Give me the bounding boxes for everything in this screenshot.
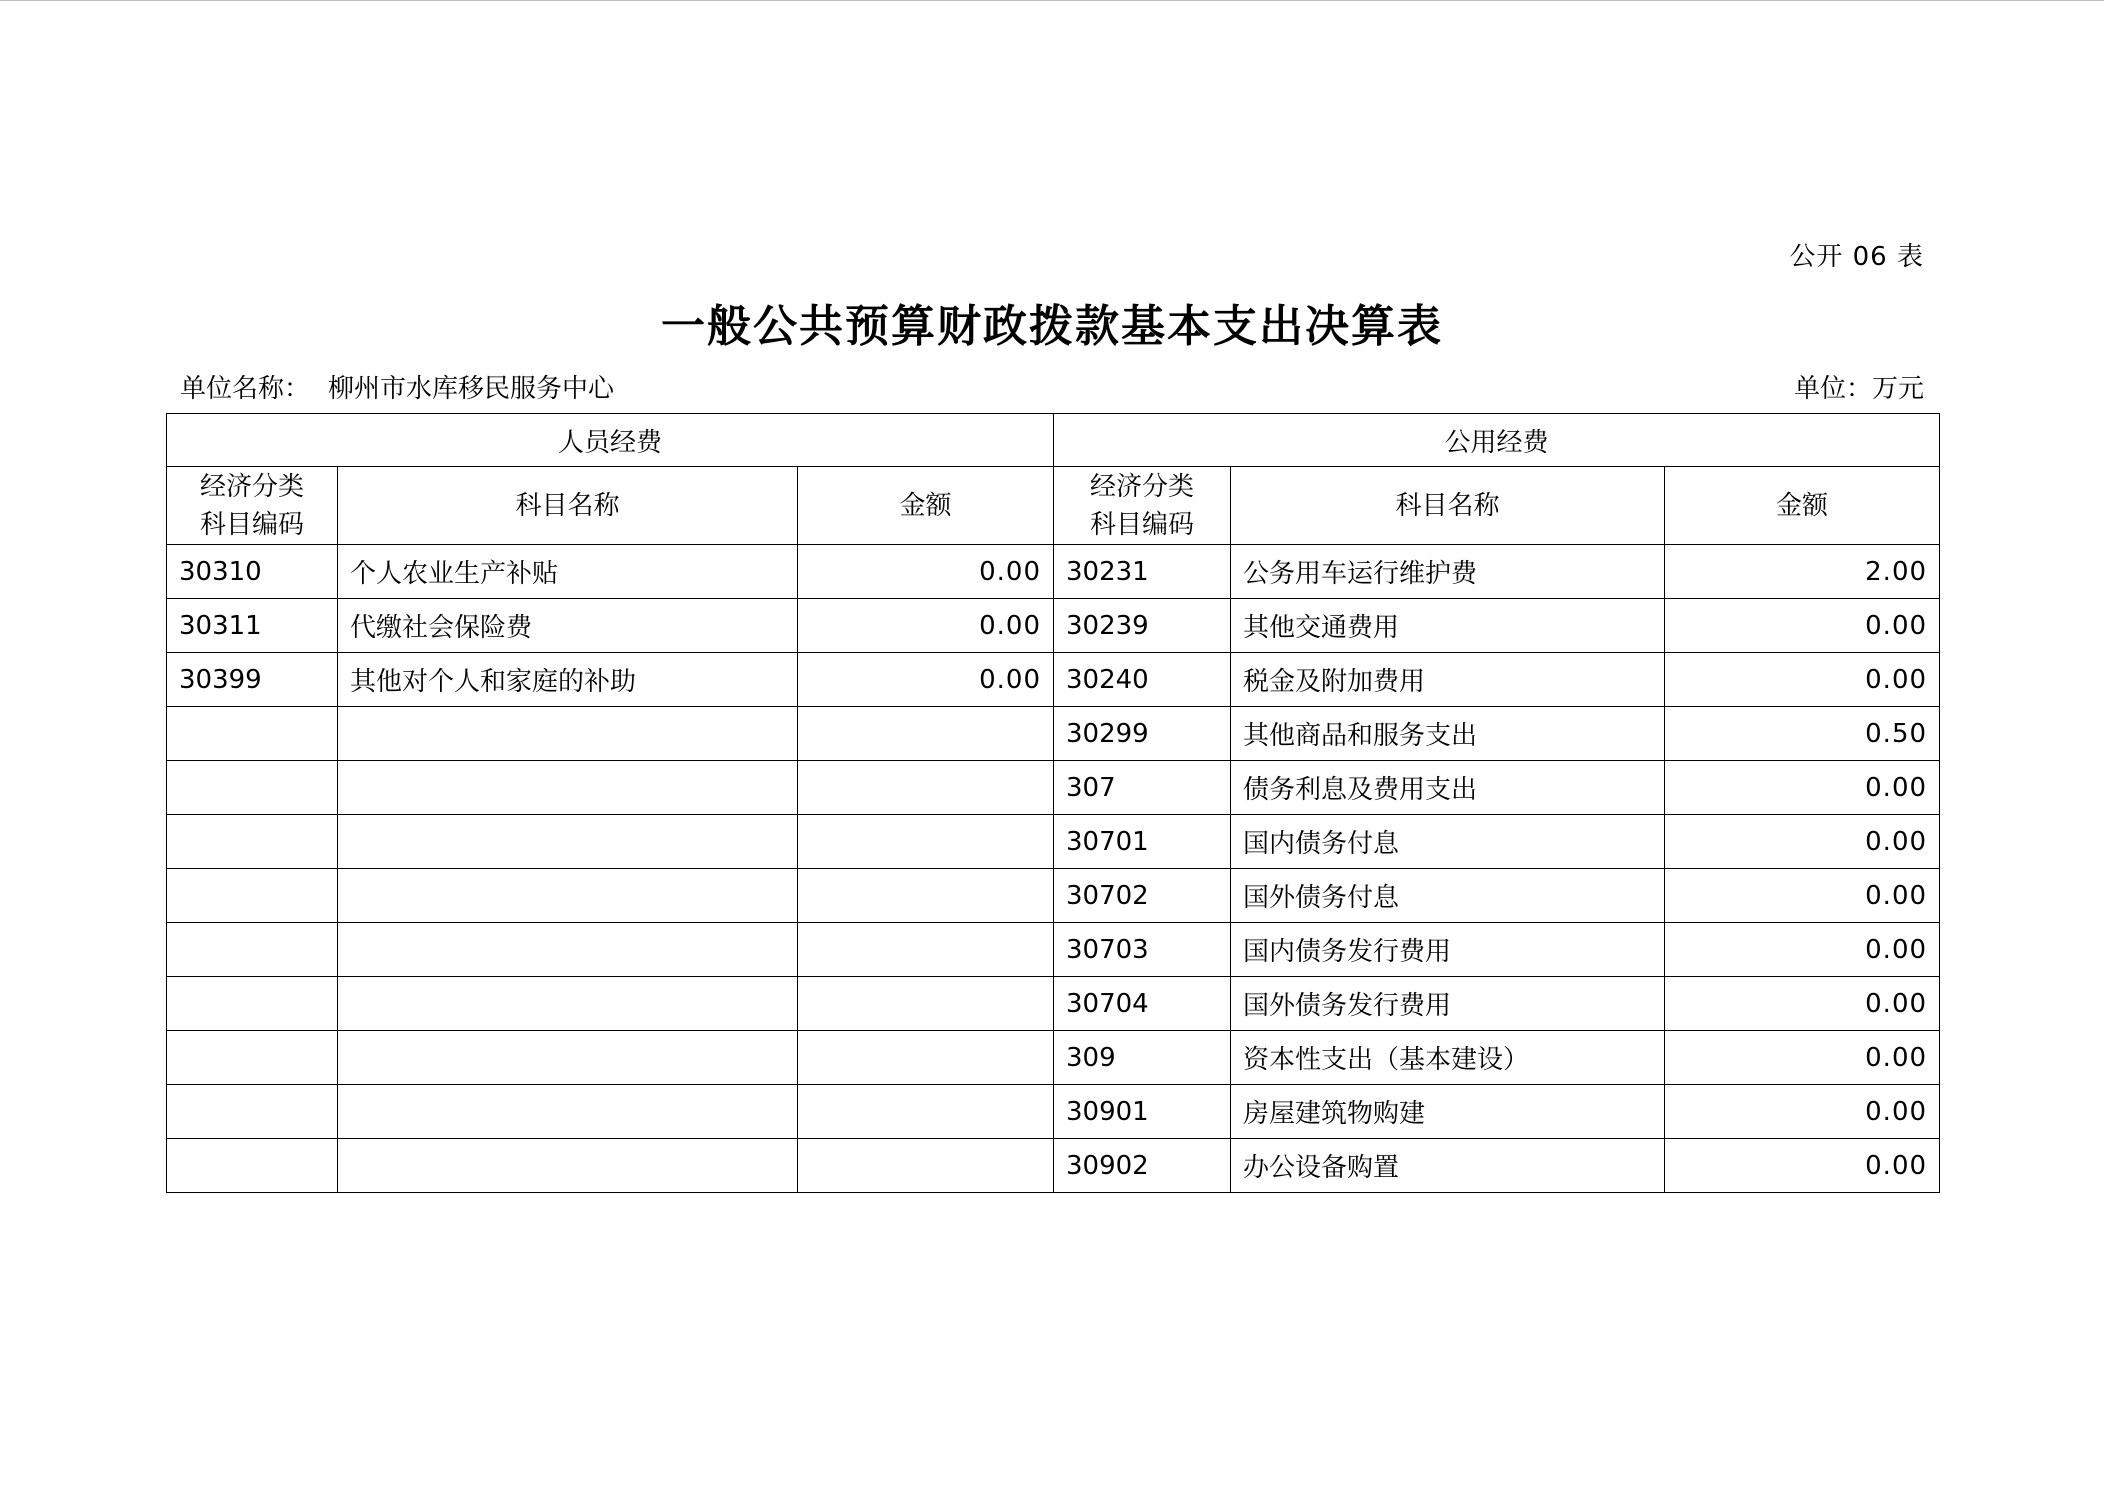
unit-name-block — [180, 368, 614, 405]
table-row — [167, 1085, 1940, 1139]
public-name-cell: 其他交通费用 — [1231, 599, 1665, 653]
table-row — [167, 815, 1940, 869]
table-row — [167, 545, 1940, 599]
personnel-code-cell — [167, 977, 338, 1031]
public-name-cell: 房屋建筑物购建 — [1231, 1085, 1665, 1139]
personnel-name-cell — [338, 815, 798, 869]
personnel-amount-cell — [798, 1139, 1054, 1193]
public-amount-cell: 0.50 — [1665, 707, 1940, 761]
public-name-cell: 公务用车运行维护费 — [1231, 545, 1665, 599]
public-amount-cell: 0.00 — [1665, 815, 1940, 869]
col-header-code-personnel — [167, 467, 338, 545]
table-row — [167, 599, 1940, 653]
table-row — [167, 761, 1940, 815]
public-code-cell: 307 — [1054, 761, 1231, 815]
personnel-name-cell — [338, 869, 798, 923]
public-name-cell: 资本性支出（基本建设） — [1231, 1031, 1665, 1085]
personnel-name-cell: 其他对个人和家庭的补助 — [338, 653, 798, 707]
personnel-code-cell — [167, 707, 338, 761]
public-name-cell: 税金及附加费用 — [1231, 653, 1665, 707]
personnel-code-cell — [167, 1085, 338, 1139]
col-header-name-personnel: 科目名称 — [338, 467, 798, 545]
unit-name-value: 柳州市水库移民服务中心 — [328, 374, 615, 404]
personnel-name-cell — [338, 1031, 798, 1085]
personnel-code-cell: 30310 — [167, 545, 338, 599]
personnel-code-cell: 30311 — [167, 599, 338, 653]
public-amount-cell: 0.00 — [1665, 1139, 1940, 1193]
table-row — [167, 707, 1940, 761]
public-amount-cell: 0.00 — [1665, 977, 1940, 1031]
personnel-amount-cell — [798, 815, 1054, 869]
personnel-name-cell — [338, 761, 798, 815]
public-code-cell: 30231 — [1054, 545, 1231, 599]
personnel-amount-cell — [798, 1031, 1054, 1085]
public-name-cell: 国内债务付息 — [1231, 815, 1665, 869]
public-amount-cell: 0.00 — [1665, 1085, 1940, 1139]
group-header-public: 公用经费 — [1054, 414, 1940, 467]
table-body — [167, 545, 1940, 1193]
public-amount-cell: 0.00 — [1665, 923, 1940, 977]
public-code-cell: 30239 — [1054, 599, 1231, 653]
personnel-amount-cell: 0.00 — [798, 653, 1054, 707]
group-header-personnel: 人员经费 — [167, 414, 1054, 467]
public-code-cell: 309 — [1054, 1031, 1231, 1085]
form-code: 公开 06 表 — [1789, 242, 1924, 272]
public-name-cell: 其他商品和服务支出 — [1231, 707, 1665, 761]
personnel-code-cell — [167, 1031, 338, 1085]
budget-table — [166, 413, 1940, 1193]
personnel-amount-cell — [798, 1085, 1054, 1139]
public-name-cell: 国内债务发行费用 — [1231, 923, 1665, 977]
public-name-cell: 债务利息及费用支出 — [1231, 761, 1665, 815]
personnel-amount-cell — [798, 923, 1054, 977]
personnel-amount-cell — [798, 707, 1054, 761]
personnel-amount-cell — [798, 977, 1054, 1031]
table-row — [167, 869, 1940, 923]
col-header-code-line2: 科目编码 — [199, 509, 304, 540]
public-code-cell: 30704 — [1054, 977, 1231, 1031]
page-title: 一般公共预算财政拨款基本支出决算表 — [661, 301, 1443, 352]
col-header-amount-public: 金额 — [1665, 467, 1940, 545]
personnel-name-cell — [338, 977, 798, 1031]
personnel-name-cell — [338, 1139, 798, 1193]
public-amount-cell: 2.00 — [1665, 545, 1940, 599]
personnel-code-cell: 30399 — [167, 653, 338, 707]
personnel-code-cell — [167, 1139, 338, 1193]
col-header-code-line2: 科目编码 — [1090, 509, 1195, 540]
unit-measure: 单位：万元 — [1793, 374, 1924, 404]
personnel-code-cell — [167, 923, 338, 977]
public-code-cell: 30901 — [1054, 1085, 1231, 1139]
public-amount-cell: 0.00 — [1665, 869, 1940, 923]
col-header-name-public: 科目名称 — [1231, 467, 1665, 545]
table-row — [167, 923, 1940, 977]
unit-name-label: 单位名称： — [180, 374, 311, 404]
personnel-name-cell: 代缴社会保险费 — [338, 599, 798, 653]
public-code-cell: 30299 — [1054, 707, 1231, 761]
public-name-cell: 国外债务发行费用 — [1231, 977, 1665, 1031]
personnel-amount-cell — [798, 869, 1054, 923]
page-top-border — [0, 0, 2104, 1]
personnel-code-cell — [167, 761, 338, 815]
public-code-cell: 30702 — [1054, 869, 1231, 923]
public-code-cell: 30703 — [1054, 923, 1231, 977]
public-code-cell: 30701 — [1054, 815, 1231, 869]
personnel-code-cell — [167, 869, 338, 923]
public-code-cell: 30240 — [1054, 653, 1231, 707]
col-header-amount-personnel: 金额 — [798, 467, 1054, 545]
public-amount-cell: 0.00 — [1665, 761, 1940, 815]
personnel-name-cell — [338, 1085, 798, 1139]
col-header-code-line1: 经济分类 — [199, 471, 304, 502]
personnel-name-cell — [338, 707, 798, 761]
unit-info-row — [180, 368, 1924, 404]
col-header-code-line1: 经济分类 — [1090, 471, 1195, 502]
table-row — [167, 1139, 1940, 1193]
personnel-amount-cell: 0.00 — [798, 599, 1054, 653]
table-row — [167, 977, 1940, 1031]
public-name-cell: 办公设备购置 — [1231, 1139, 1665, 1193]
public-name-cell: 国外债务付息 — [1231, 869, 1665, 923]
personnel-code-cell — [167, 815, 338, 869]
public-amount-cell: 0.00 — [1665, 599, 1940, 653]
public-amount-cell: 0.00 — [1665, 1031, 1940, 1085]
personnel-name-cell: 个人农业生产补贴 — [338, 545, 798, 599]
table-row — [167, 653, 1940, 707]
table-row — [167, 1031, 1940, 1085]
personnel-amount-cell — [798, 761, 1054, 815]
col-header-code-public — [1054, 467, 1231, 545]
public-amount-cell: 0.00 — [1665, 653, 1940, 707]
personnel-amount-cell: 0.00 — [798, 545, 1054, 599]
personnel-name-cell — [338, 923, 798, 977]
public-code-cell: 30902 — [1054, 1139, 1231, 1193]
